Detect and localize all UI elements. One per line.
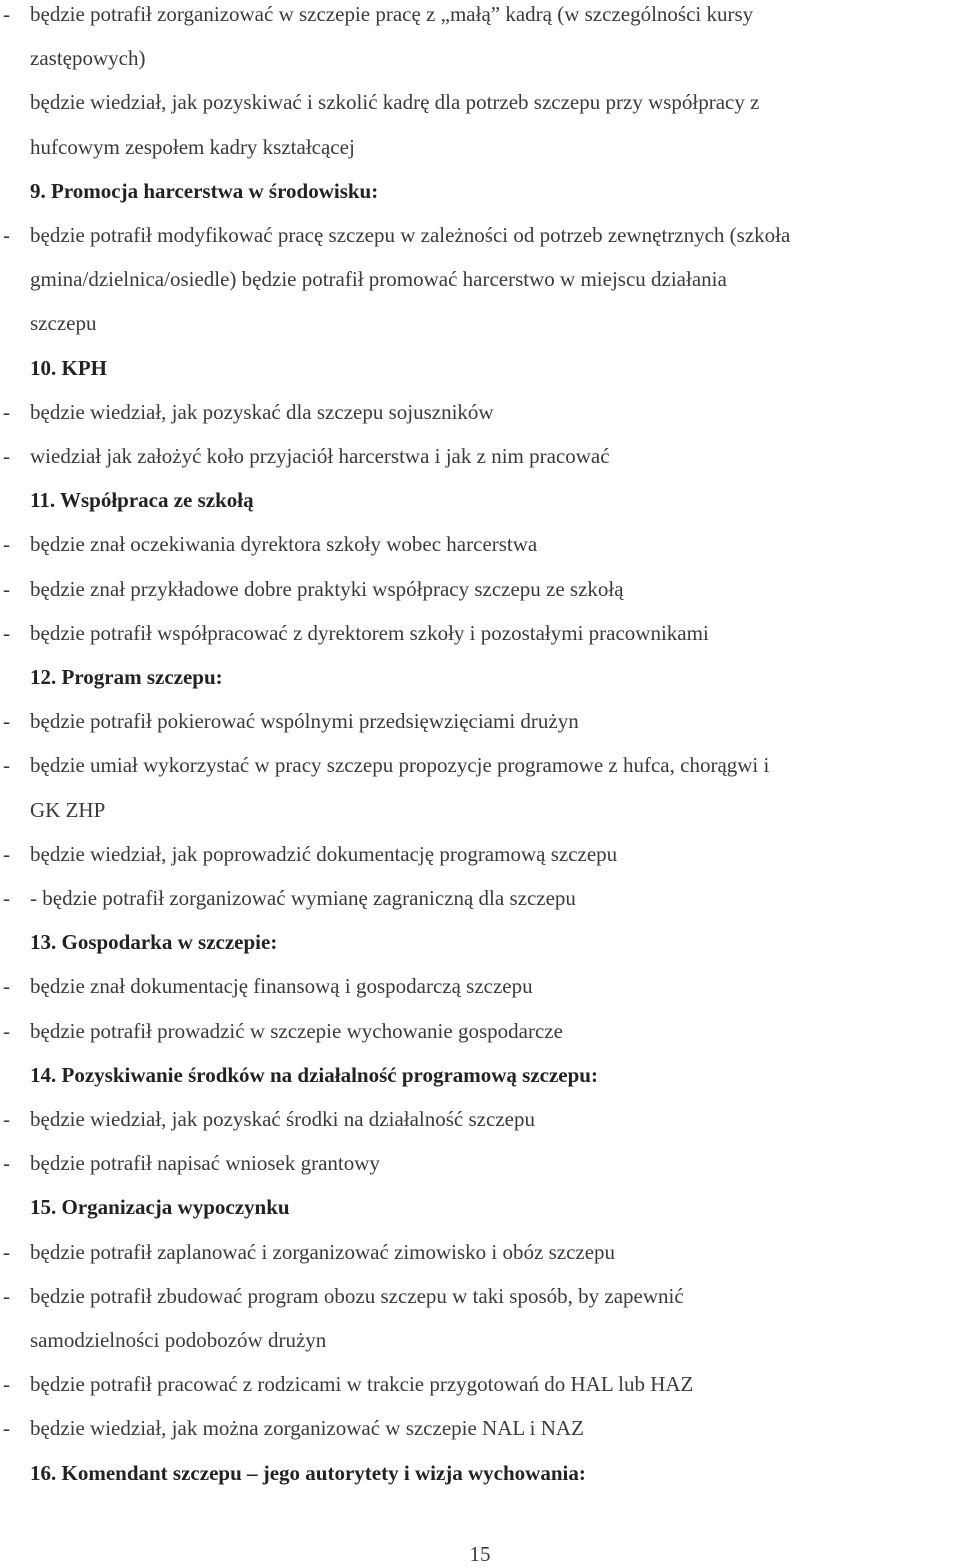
list-item: wiedział jak założyć koło przyjaciół harcerstwa i jak z nim pracować [30, 444, 610, 468]
list-item: będzie wiedział, jak pozyskać środki na działalność szczepu [30, 1107, 535, 1131]
list-item-continuation: GK ZHP [30, 797, 106, 822]
list-item-continuation: gmina/dzielnica/osiedle) będzie potrafił promować harcerstwo w miejscu działania [30, 267, 727, 292]
bullet-dash: - [3, 1239, 10, 1264]
list-item: będzie potrafił zaplanować i zorganizować zimowisko i obóz szczepu [30, 1239, 616, 1264]
bullet-dash: - [3, 1018, 10, 1043]
list-item-continuation: zastępowych) [30, 46, 146, 71]
bullet-dash: - [3, 841, 10, 866]
list-item: będzie potrafił pokierować wspólnymi przedsięwzięciami drużyn [30, 709, 579, 734]
section-heading: 11. Współpraca ze szkołą [30, 488, 254, 513]
list-item-continuation: hufcowym zespołem kadry kształcącej [30, 134, 355, 159]
section-heading: 13. Gospodarka w szczepie: [30, 930, 278, 955]
bullet-dash: - [3, 399, 10, 424]
list-item: będzie umiał wykorzystać w pracy szczepu propozycje programowe z hufca, chorągwi i [30, 753, 770, 778]
list-item: będzie znał oczekiwania dyrektora szkoły wobec harcerstwa [30, 532, 538, 557]
list-item: będzie potrafił napisać wniosek grantowy [30, 1151, 380, 1176]
bullet-dash: - [3, 576, 10, 601]
bullet-dash: - [3, 1372, 10, 1397]
page-number: 15 [469, 1542, 491, 1566]
bullet-dash: - [3, 1416, 10, 1441]
list-item: będzie potrafił współpracować z dyrektorem szkoły i pozostałymi pracownikami [30, 620, 709, 645]
bullet-dash: - [3, 1283, 10, 1308]
section-heading: 14. Pozyskiwanie środków na działalność programową szczepu: [30, 1062, 598, 1087]
list-item: będzie wiedział, jak można zorganizować w szczepie NAL i NAZ [30, 1416, 584, 1441]
bullet-dash: - [3, 1151, 10, 1176]
list-item: będzie wiedział, jak poprowadzić dokumentację programową szczepu [30, 841, 618, 866]
list-item: będzie potrafił pracować z rodzicami w trakcie przygotowań do HAL lub HAZ [30, 1372, 694, 1397]
section-heading: 9. Promocja harcerstwa w środowisku: [30, 178, 379, 203]
section-heading: 16. Komendant szczepu – jego autorytety i wizja wychowania: [30, 1460, 586, 1485]
bullet-dash: - [3, 886, 10, 910]
list-item: będzie znał dokumentację finansową i gospodarczą szczepu [30, 974, 533, 999]
bullet-dash: - [3, 444, 10, 468]
list-item: będzie potrafił zorganizować w szczepie pracę z „małą” kadrą (w szczególności kursy [30, 2, 754, 26]
list-item: będzie potrafił zbudować program obozu szczepu w taki sposób, by zapewnić [30, 1283, 684, 1308]
bullet-dash: - [3, 753, 10, 778]
list-item: będzie znał przykładowe dobre praktyki współpracy szczepu ze szkołą [30, 576, 624, 601]
bullet-dash: - [3, 1107, 10, 1131]
bullet-dash: - [3, 974, 10, 999]
bullet-dash: - [3, 532, 10, 557]
list-item: - będzie potrafił zorganizować wymianę zagraniczną dla szczepu [30, 886, 576, 910]
list-item-continuation: samodzielności podobozów drużyn [30, 1328, 327, 1352]
section-heading: 12. Program szczepu: [30, 665, 223, 689]
list-item: będzie wiedział, jak pozyskać dla szczepu sojuszników [30, 399, 494, 424]
list-item: będzie potrafił prowadzić w szczepie wychowanie gospodarcze [30, 1018, 563, 1043]
section-heading: 10. KPH [30, 355, 107, 380]
list-item-continuation: szczepu [30, 311, 97, 336]
list-item-continuation: będzie wiedział, jak pozyskiwać i szkolić kadrę dla potrzeb szczepu przy współpracy z [30, 90, 760, 115]
bullet-dash: - [3, 223, 10, 247]
section-heading: 15. Organizacja wypoczynku [30, 1195, 290, 1220]
bullet-dash: - [3, 2, 10, 26]
bullet-dash: - [3, 709, 10, 734]
bullet-dash: - [3, 620, 10, 645]
list-item: będzie potrafił modyfikować pracę szczepu w zależności od potrzeb zewnętrznych (szkoła [30, 223, 791, 247]
